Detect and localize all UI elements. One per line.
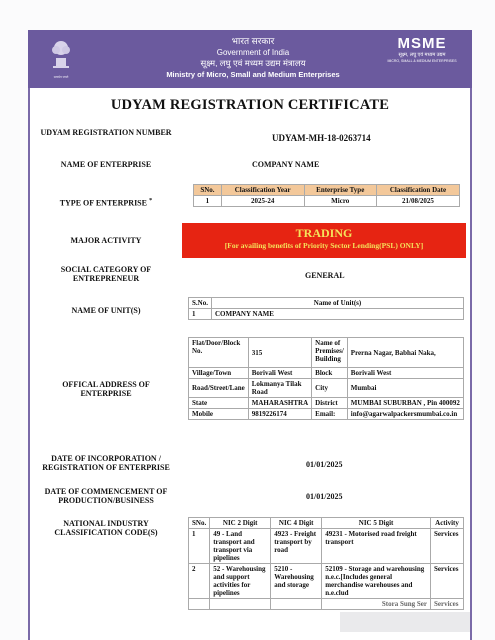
type-label-text: TYPE OF ENTERPRISE <box>59 198 147 208</box>
addr-label: City <box>312 379 348 398</box>
cls-cell: Micro <box>304 196 376 207</box>
nic-header: NIC 5 Digit <box>322 518 431 529</box>
cls-cell: 21/08/2025 <box>376 196 459 207</box>
nic-header: NIC 4 Digit <box>271 518 322 529</box>
page-title: UDYAM REGISTRATION CERTIFICATE <box>110 97 390 113</box>
units-header: Name of Unit(s) <box>212 298 464 309</box>
nic-cell: 2 <box>189 564 210 599</box>
type-label <box>36 196 176 208</box>
gov-title: Government of India <box>216 48 290 57</box>
commence-label: DATE OF COMMENCEMENT OF PRODUCTION/BUSINESS <box>44 487 168 505</box>
social-label: SOCIAL CATEGORY OF ENTREPRENEUR <box>60 265 152 283</box>
nic-cell: 4923 - Freight transport by road <box>271 529 322 564</box>
nic-cell <box>210 599 271 610</box>
msme-sub: MICRO, SMALL & MEDIUM ENTERPRISES <box>387 59 457 63</box>
nic-cell: 52109 - Storage and warehousing n.e.c.[Includes general merchandise warehouses and n.e.clud <box>322 564 431 599</box>
addr-label: Email: <box>312 409 348 420</box>
enterprise-label: NAME OF ENTERPRISE <box>60 160 152 169</box>
nic-cell: 52 - Warehousing and support activities for pipelines <box>210 564 271 599</box>
units-table <box>188 297 464 320</box>
addr-value: MAHARASHTRA <box>248 398 311 409</box>
nic-cell: 5210 - Warehousing and storage <box>271 564 322 599</box>
address-label: OFFICAL ADDRESS OF ENTERPRISE <box>62 380 150 398</box>
units-header: S.No. <box>189 298 212 309</box>
addr-label: Block <box>312 368 348 379</box>
reg-number-label: UDYAM REGISTRATION NUMBER <box>40 128 172 137</box>
cls-cell: 1 <box>194 196 222 207</box>
addr-value: Borivali West <box>347 368 463 379</box>
addr-label: Name of Premises/ Building <box>312 338 348 368</box>
nic-partial-1: Stora <box>381 600 399 608</box>
cls-header: Classification Year <box>221 185 304 196</box>
major-note: [For availing benefits of Priority Sector Lending(PSL) ONLY] <box>224 241 424 250</box>
classification-table <box>193 184 460 207</box>
msme-logo <box>382 36 462 64</box>
nic-cell <box>189 599 210 610</box>
nic-header: NIC 2 Digit <box>210 518 271 529</box>
addr-value: Prerna Nagar, Babhai Naka, <box>347 338 463 368</box>
addr-label: Road/Street/Lane <box>189 379 249 398</box>
header-banner <box>28 30 472 88</box>
addr-label: District <box>312 398 348 409</box>
units-label: NAME OF UNIT(S) <box>71 306 141 315</box>
major-label: MAJOR ACTIVITY <box>70 236 142 245</box>
reg-number: UDYAM-MH-18-0263714 <box>272 133 371 143</box>
addr-label: Village/Town <box>189 368 249 379</box>
nic-partial-activity: Services <box>431 599 464 610</box>
nic-partial <box>322 599 431 610</box>
type-star: * <box>148 197 153 204</box>
nic-label: NATIONAL INDUSTRY CLASSIFICATION CODE(S) <box>54 519 158 537</box>
msme-hindi: सूक्ष्म, लघु एवं मध्यम उद्यम <box>398 52 446 58</box>
addr-label: State <box>189 398 249 409</box>
cls-header: Classification Date <box>376 185 459 196</box>
major-activity-box <box>182 223 466 258</box>
nic-table <box>188 517 464 610</box>
addr-label: Flat/Door/Block No. <box>189 338 249 368</box>
addr-value: 315 <box>248 338 311 368</box>
nic-partial-3: Ser <box>416 600 427 608</box>
nic-partial-2: Sung <box>399 600 416 608</box>
addr-value: 9819226174 <box>248 409 311 420</box>
emblem-icon <box>48 36 74 79</box>
nic-cell: Services <box>431 529 464 564</box>
nic-header: Activity <box>431 518 464 529</box>
msme-logo-text: MSME <box>397 35 447 52</box>
addr-value: Borivali West <box>248 368 311 379</box>
addr-value: MUMBAI SUBURBAN , Pin 400092 <box>347 398 463 409</box>
ministry-title: Ministry of Micro, Small and Medium Enterprises <box>166 70 340 79</box>
nic-header: SNo. <box>189 518 210 529</box>
incorp-date: 01/01/2025 <box>306 460 343 469</box>
addr-value: info@agarwalpackersmumbai.co.in <box>347 409 463 420</box>
hindi-gov: भारत सरकार <box>231 36 275 46</box>
nic-cell: 49231 - Motorised road freight transport <box>322 529 431 564</box>
cls-header: SNo. <box>194 185 222 196</box>
addr-value: Mumbai <box>347 379 463 398</box>
addr-label: Mobile <box>189 409 249 420</box>
social-category: GENERAL <box>305 271 345 280</box>
incorp-label: DATE OF INCORPORATION / REGISTRATION OF ENTERPRISE <box>42 454 170 472</box>
nic-cell: 49 - Land transport and transport via pipelines <box>210 529 271 564</box>
addr-value: Lokmanya Tilak Road <box>248 379 311 398</box>
units-cell: COMPANY NAME <box>212 309 464 320</box>
enterprise-name: COMPANY NAME <box>252 160 320 169</box>
commence-date: 01/01/2025 <box>306 492 343 501</box>
major-activity: TRADING <box>295 226 353 240</box>
cls-header: Enterprise Type <box>304 185 376 196</box>
cls-cell: 2025-24 <box>221 196 304 207</box>
nic-cell: 1 <box>189 529 210 564</box>
hindi-ministry: सूक्ष्म, लघु एवं मध्यम उद्यम मंत्रालय <box>200 58 306 68</box>
address-table <box>188 337 464 420</box>
nic-cell <box>271 599 322 610</box>
nic-cell: Services <box>431 564 464 599</box>
units-cell: 1 <box>189 309 212 320</box>
emblem-caption: सत्यमेव जयते <box>53 75 69 79</box>
header-text <box>123 36 383 80</box>
image-blur <box>340 612 470 632</box>
